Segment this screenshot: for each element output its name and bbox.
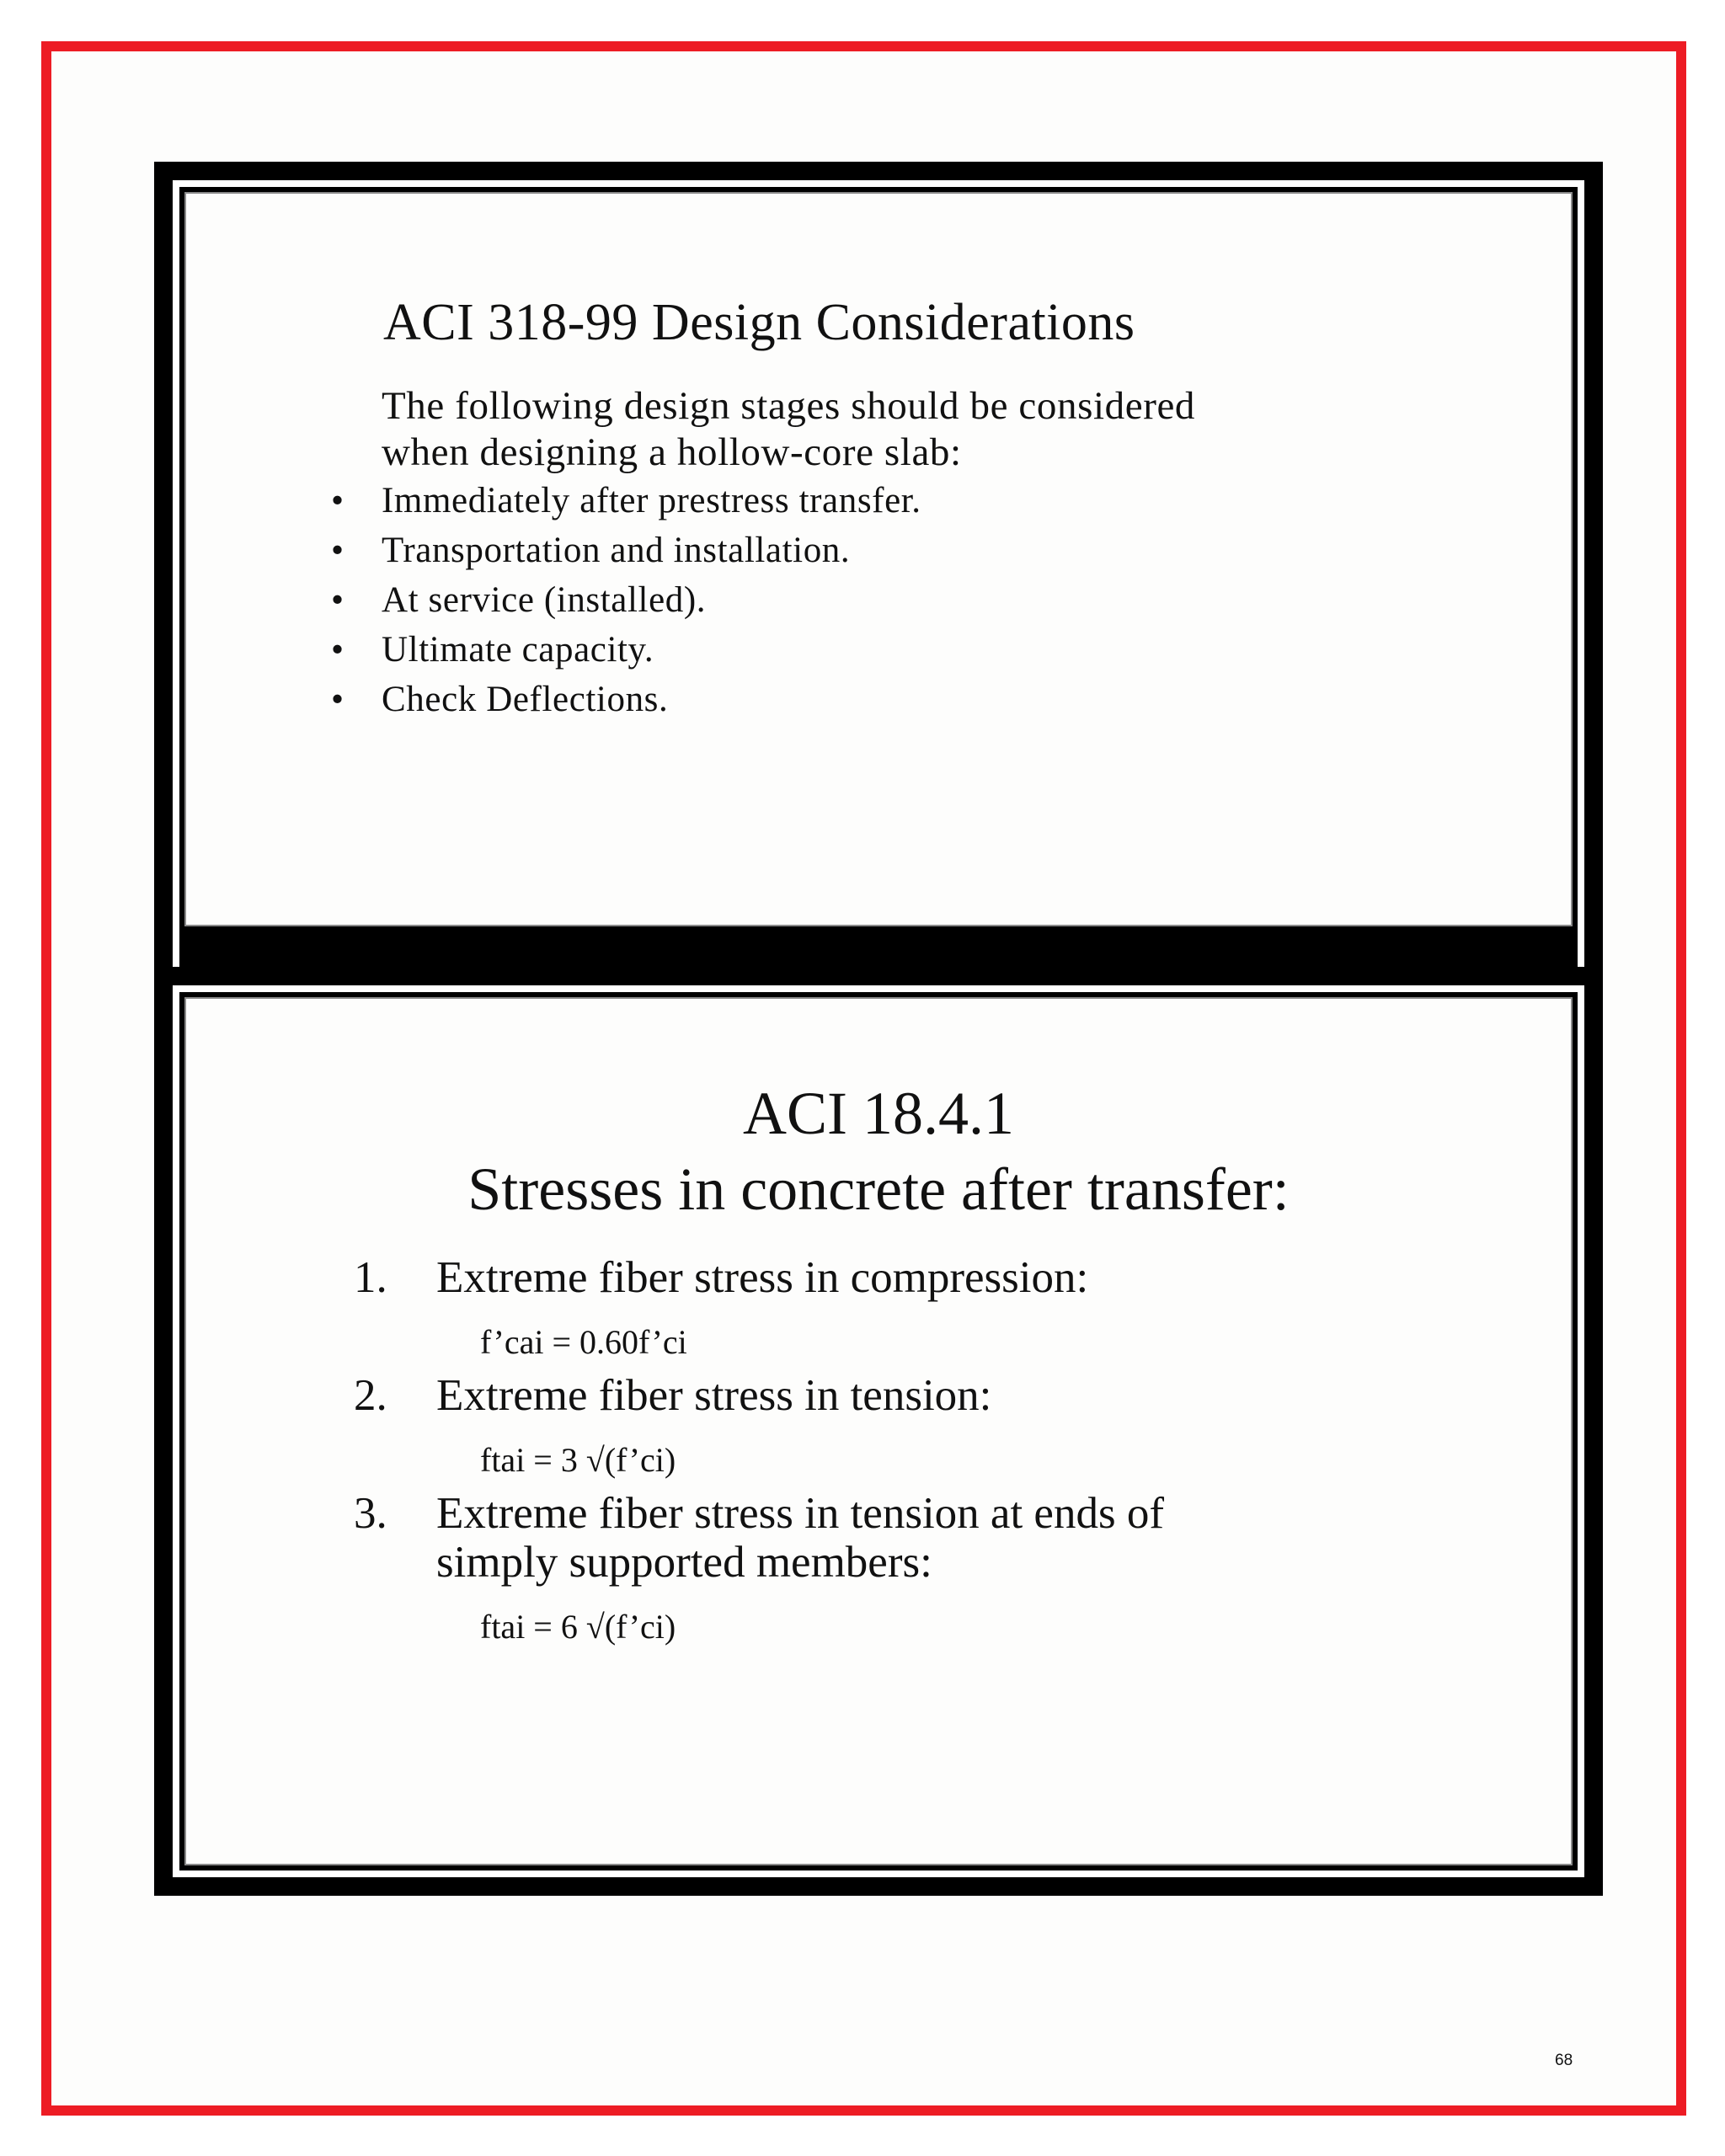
slide-top-intro <box>382 383 1195 476</box>
formula-3: ftai = 6 √(f’ci) <box>480 1608 676 1646</box>
item-text: Extreme fiber stress in tension at ends of <box>436 1489 1164 1538</box>
bullet-icon: • <box>331 580 344 620</box>
slide-top-frame <box>154 162 1603 995</box>
bullet-icon: • <box>331 630 344 670</box>
slide-top-title: ACI 318-99 Design Considerations <box>383 294 1135 351</box>
slide-bottom-heading: ACI 18.4.1 <box>743 1080 1014 1147</box>
page-number: 68 <box>1555 2052 1573 2069</box>
formula-1: f’cai = 0.60f’ci <box>480 1323 687 1361</box>
item-number: 1. <box>354 1253 387 1302</box>
item-number: 2. <box>354 1371 387 1420</box>
item-number: 3. <box>354 1489 387 1538</box>
item-text: simply supported members: <box>436 1538 932 1587</box>
slide-top-intro-line: when designing a hollow-core slab: <box>382 430 962 474</box>
bullet-icon: • <box>331 481 344 520</box>
slide-top-intro-line: The following design stages should be considered <box>382 384 1195 428</box>
item-text: Extreme fiber stress in compression: <box>436 1253 1089 1302</box>
bullet-icon: • <box>331 531 344 570</box>
slide-bottom-subheading: Stresses in concrete after transfer: <box>467 1155 1290 1223</box>
bullet-icon: • <box>331 680 344 719</box>
formula-2: ftai = 3 √(f’ci) <box>480 1441 676 1479</box>
item-text: Extreme fiber stress in tension: <box>436 1371 992 1420</box>
